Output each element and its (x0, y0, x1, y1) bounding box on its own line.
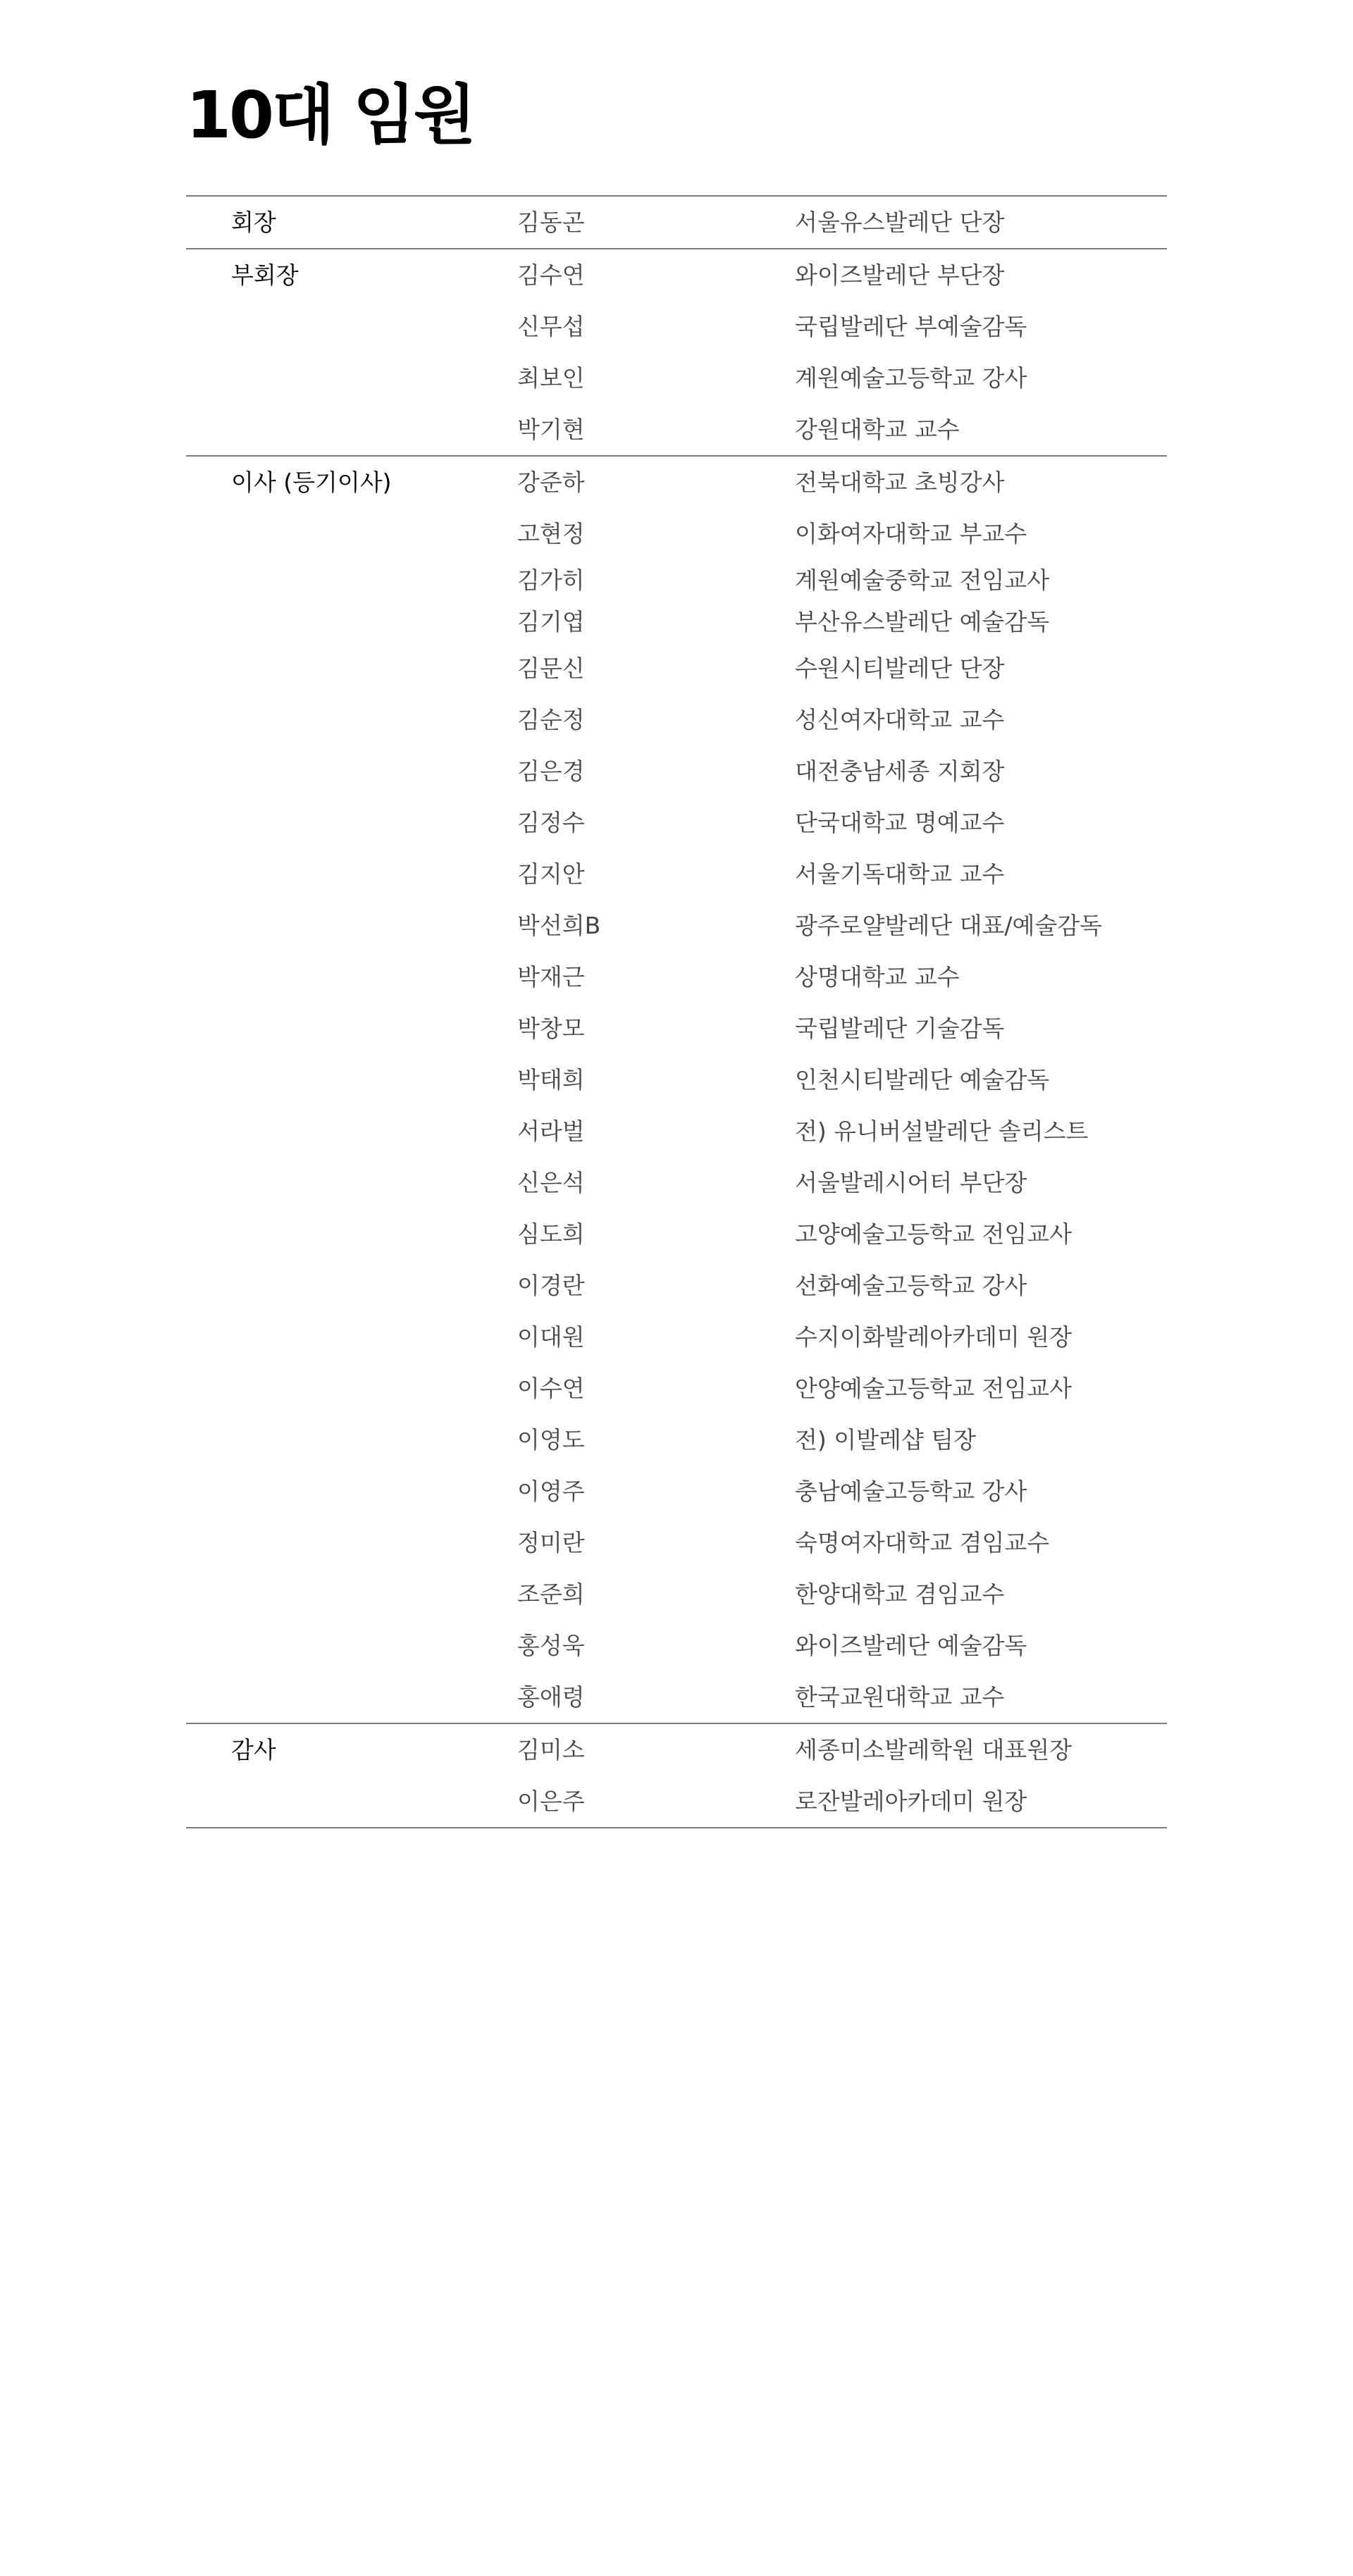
role-label: 회장 (231, 209, 276, 236)
member-name: 이영주 (517, 1478, 585, 1505)
member-name: 홍성욱 (517, 1632, 585, 1659)
table-row (186, 1466, 1167, 1517)
member-name: 박선희B (517, 912, 601, 939)
member-name: 김은경 (517, 757, 585, 785)
member-name: 김미소 (517, 1736, 585, 1764)
member-name: 박태희 (517, 1066, 585, 1094)
table-row (186, 1414, 1167, 1466)
table-row (186, 301, 1167, 352)
member-affiliation: 계원예술중학교 전임교사 (795, 566, 1050, 594)
member-affiliation: 수원시티발레단 단장 (795, 655, 1005, 682)
member-name: 강준하 (517, 469, 585, 496)
member-affiliation: 세종미소발레학원 대표원장 (795, 1736, 1073, 1764)
member-affiliation: 인천시티발레단 예술감독 (795, 1066, 1050, 1094)
member-affiliation: 성신여자대학교 교수 (795, 706, 1005, 733)
member-affiliation: 로잔발레아카데미 원장 (795, 1788, 1027, 1815)
role-label: 부회장 (231, 261, 299, 289)
table-row (186, 848, 1167, 900)
table-row (186, 1106, 1167, 1157)
member-affiliation: 서울기독대학교 교수 (795, 860, 1005, 888)
member-name: 홍애령 (517, 1683, 585, 1711)
member-name: 김지안 (517, 860, 585, 888)
role-label: 감사 (231, 1736, 276, 1764)
table-row (186, 197, 1167, 248)
member-affiliation: 전북대학교 초빙강사 (795, 469, 1005, 496)
role-label: 이사 (등기이사) (231, 469, 392, 496)
table-row (186, 457, 1167, 508)
member-name: 조준희 (517, 1580, 585, 1608)
member-name: 이경란 (517, 1272, 585, 1299)
member-affiliation: 충남예술고등학교 강사 (795, 1478, 1027, 1505)
member-affiliation: 전) 이발레샵 팀장 (795, 1426, 976, 1454)
group-auditors (186, 1723, 1167, 1828)
member-name: 박창모 (517, 1015, 585, 1042)
table-row (186, 797, 1167, 848)
table-row (186, 1311, 1167, 1363)
member-affiliation: 부산유스발레단 예술감독 (795, 608, 1050, 636)
table-row (186, 745, 1167, 797)
member-affiliation: 서울발레시어터 부단장 (795, 1169, 1027, 1196)
table-row (186, 559, 1167, 601)
table-row (186, 1157, 1167, 1208)
member-name: 이수연 (517, 1375, 585, 1402)
member-name: 이은주 (517, 1788, 585, 1815)
member-affiliation: 대전충남세종 지회장 (795, 757, 1005, 785)
member-affiliation: 이화여자대학교 부교수 (795, 520, 1027, 547)
member-name: 서라벌 (517, 1117, 585, 1145)
table-row (186, 1363, 1167, 1414)
table-row (186, 1724, 1167, 1776)
member-affiliation: 상명대학교 교수 (795, 963, 960, 991)
table-row (186, 249, 1167, 301)
member-affiliation: 수지이화발레아카데미 원장 (795, 1323, 1073, 1351)
table-row (186, 508, 1167, 559)
member-name: 김정수 (517, 809, 585, 836)
page-title: 10대 임원 (186, 78, 474, 153)
table-row (186, 694, 1167, 745)
member-name: 신은석 (517, 1169, 585, 1196)
table-row (186, 1517, 1167, 1568)
member-affiliation: 선화예술고등학교 강사 (795, 1272, 1027, 1299)
table-row (186, 1671, 1167, 1723)
member-affiliation: 한양대학교 겸임교수 (795, 1580, 1005, 1608)
group-vice-president (186, 248, 1167, 455)
member-name: 신무섭 (517, 313, 585, 340)
member-affiliation: 안양예술고등학교 전임교사 (795, 1375, 1073, 1402)
member-affiliation: 강원대학교 교수 (795, 416, 960, 443)
member-affiliation: 계원예술고등학교 강사 (795, 364, 1027, 392)
member-name: 김기엽 (517, 608, 585, 636)
table-row (186, 352, 1167, 404)
table-row (186, 601, 1167, 643)
group-directors (186, 455, 1167, 1723)
member-name: 김순정 (517, 706, 585, 733)
member-name: 김가히 (517, 566, 585, 594)
officer-table (186, 195, 1167, 1828)
member-name: 고현정 (517, 520, 585, 547)
table-row (186, 1003, 1167, 1054)
table-row (186, 951, 1167, 1003)
table-row (186, 404, 1167, 455)
table-row (186, 643, 1167, 694)
member-affiliation: 와이즈발레단 부단장 (795, 261, 1005, 289)
member-affiliation: 와이즈발레단 예술감독 (795, 1632, 1027, 1659)
table-row (186, 1260, 1167, 1311)
table-row (186, 900, 1167, 951)
member-affiliation: 숙명여자대학교 겸임교수 (795, 1529, 1050, 1556)
table-row (186, 1054, 1167, 1106)
member-name: 김문신 (517, 655, 585, 682)
table-row (186, 1620, 1167, 1671)
member-affiliation: 광주로얄발레단 대표/예술감독 (795, 912, 1103, 939)
member-name: 이영도 (517, 1426, 585, 1454)
table-row (186, 1568, 1167, 1620)
member-affiliation: 전) 유니버설발레단 솔리스트 (795, 1117, 1089, 1145)
member-name: 이대원 (517, 1323, 585, 1351)
member-name: 최보인 (517, 364, 585, 392)
table-row (186, 1776, 1167, 1827)
group-president (186, 195, 1167, 248)
table-row (186, 1208, 1167, 1260)
member-name: 박재근 (517, 963, 585, 991)
member-affiliation: 서울유스발레단 단장 (795, 209, 1005, 236)
member-affiliation: 단국대학교 명예교수 (795, 809, 1005, 836)
member-affiliation: 국립발레단 기술감독 (795, 1015, 1005, 1042)
member-affiliation: 국립발레단 부예술감독 (795, 313, 1027, 340)
member-name: 심도희 (517, 1220, 585, 1248)
member-name: 박기현 (517, 416, 585, 443)
member-affiliation: 고양예술고등학교 전임교사 (795, 1220, 1073, 1248)
member-name: 김수연 (517, 261, 585, 289)
member-name: 정미란 (517, 1529, 585, 1556)
member-affiliation: 한국교원대학교 교수 (795, 1683, 1005, 1711)
member-name: 김동곤 (517, 209, 585, 236)
